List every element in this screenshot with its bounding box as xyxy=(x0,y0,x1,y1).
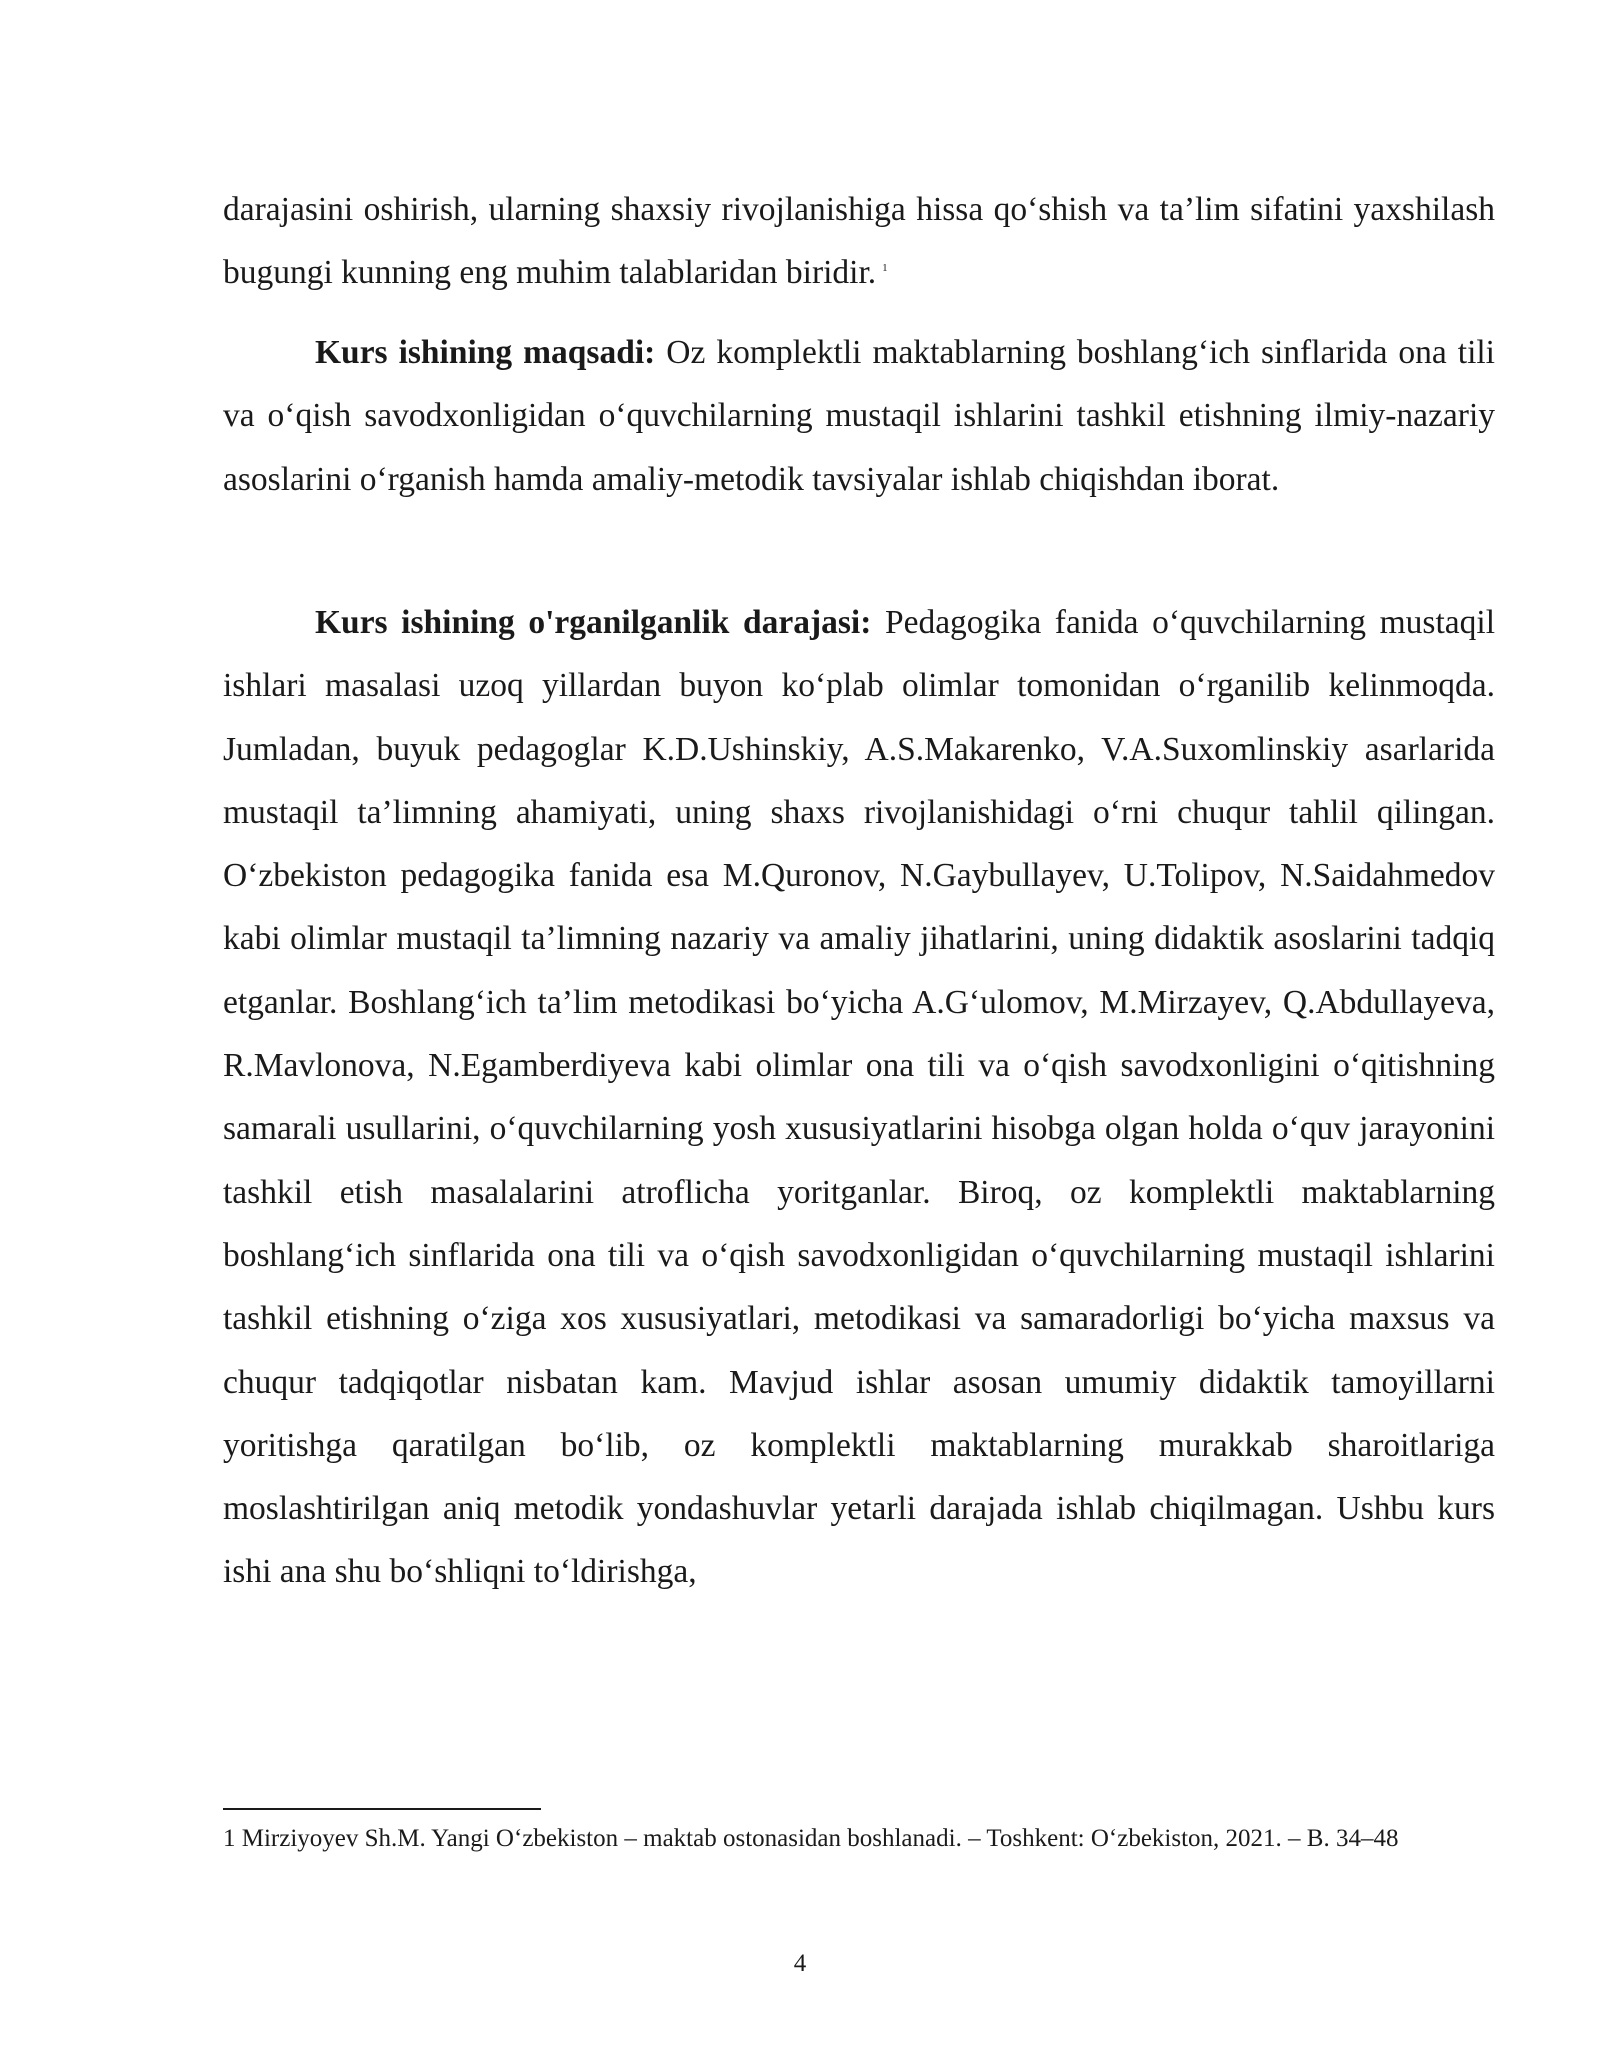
footnote-reference: 1 xyxy=(882,262,888,275)
paragraph-maqsad xyxy=(223,321,1495,511)
paragraph-continuation-text: darajasini oshirish, ularning shaxsiy rivojlanishiga hissa qo‘shish va ta’lim sifatini yaxshilash bugungi kunning eng muhim talablaridan biridir. xyxy=(223,191,1495,292)
page-number: 4 xyxy=(793,1950,807,1977)
maqsad-text: Oz komplektli maktablarning boshlang‘ich sinflarida ona tili va o‘qish savodxonligidan o‘quvchilarning mustaqil ishlarini tashkil etishning ilmiy-nazariy asoslarini o‘rganish hamda amaliy-metodik tavsiyalar ishlab chiqishdan iborat. xyxy=(223,334,1495,498)
paragraph-continuation xyxy=(223,178,1495,305)
paragraph-daraja xyxy=(223,591,1495,1604)
footnote-separator xyxy=(223,1808,541,1810)
daraja-heading: Kurs ishining o'rganilganlik darajasi: xyxy=(315,604,872,641)
footnote: 1 Mirziyoyev Sh.M. Yangi O‘zbekiston – maktab ostonasidan boshlanadi. – Toshkent: O‘zbekiston, 2021. – B. 34–48 xyxy=(223,1825,1399,1852)
maqsad-heading: Kurs ishining maqsadi: xyxy=(315,334,656,371)
daraja-text: Pedagogika fanida o‘quvchilarning mustaqil ishlari masalasi uzoq yillardan buyon ko‘plab olimlar tomonidan o‘rganilib kelinmoqda. Jumladan, buyuk pedagoglar K.D.Ushinskiy, A.S.Makarenko, V.A.Suxomlinskiy asarlarida mustaqil ta’limning ahamiyati, uning shaxs rivojlanishidagi o‘rni chuqur tahlil qilingan. O‘zbekiston pedagogika fanida esa M.Quronov, N.Gaybullayev, U.Tolipov, N.Saidahmedov kabi olimlar mustaqil ta’limning nazariy va amaliy jihatlarini, uning didaktik asoslarini tadqiq etganlar. Boshlang‘ich ta’lim metodikasi bo‘yicha A.G‘ulomov, M.Mirzayev, Q.Abdullayeva, R.Mavlonova, N.Egamberdiyeva kabi olimlar ona tili va o‘qish savodxonligini o‘qitishning samarali usullarini, o‘quvchilarning yosh xususiyatlarini hisobga olgan holda o‘quv jarayonini tashkil etish masalalarini atroflicha yoritganlar. Biroq, oz komplektli maktablarning boshlang‘ich sinflarida ona tili va o‘qish savodxonligidan o‘quvchilarning mustaqil ishlarini tashkil etishning o‘ziga xos xususiyatlari, metodikasi va samaradorligi bo‘yicha maxsus va chuqur tadqiqotlar nisbatan kam. Mavjud ishlar asosan umumiy didaktik tamoyillarni yoritishga qaratilgan bo‘lib, oz komplektli maktablarning murakkab sharoitlariga moslashtirilgan aniq metodik yondashuvlar yetarli darajada ishlab chiqilmagan. Ushbu kurs ishi ana shu bo‘shliqni to‘ldirishga, xyxy=(223,604,1495,1591)
